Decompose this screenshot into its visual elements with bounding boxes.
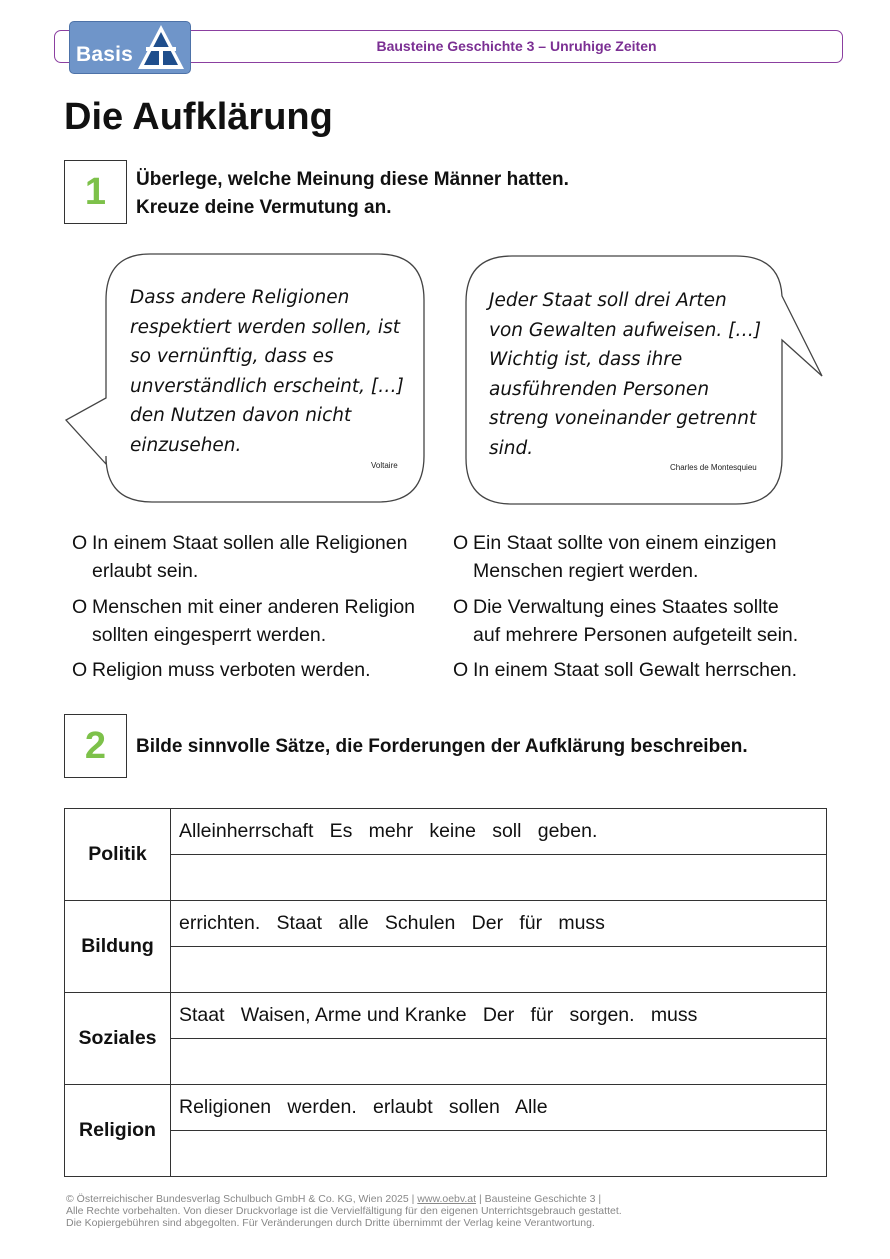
footer-line-1: [66, 1193, 622, 1205]
option-text: Ein Staat sollte von einem einzigen: [473, 532, 777, 554]
checkbox-circle[interactable]: O: [453, 659, 469, 681]
category-cell: Religion: [65, 1085, 171, 1177]
answer-cell[interactable]: [171, 1131, 827, 1177]
footer-series: | Bausteine Geschichte 3 |: [476, 1193, 602, 1205]
quote-line: sind.: [489, 437, 534, 459]
table-row: [65, 1131, 827, 1177]
option-text: Menschen regiert werden.: [473, 560, 699, 582]
checkbox-circle[interactable]: O: [453, 596, 469, 618]
quote-line: einzusehen.: [130, 434, 242, 456]
word-list-cell: Alleinherrschaft Es mehr keine soll geben.: [171, 809, 827, 855]
answer-cell[interactable]: [171, 1039, 827, 1085]
footer-link[interactable]: www.oebv.at: [417, 1193, 477, 1205]
table-row: [65, 901, 827, 947]
task1-instruction-line1: Überlege, welche Meinung diese Männer hatten.: [136, 169, 569, 190]
option-right-3[interactable]: [453, 656, 797, 684]
option-text: Religion muss verboten werden.: [92, 659, 371, 681]
option-left-3[interactable]: [72, 656, 371, 684]
option-text: Menschen mit einer anderen Religion: [92, 596, 416, 618]
quote-line: unverständlich erscheint, […]: [130, 375, 404, 397]
quote-author-voltaire: Voltaire: [371, 461, 398, 470]
quote-line: streng voneinander getrennt: [489, 408, 757, 429]
task-number-1: 1: [64, 160, 127, 224]
option-text: auf mehrere Personen aufgeteilt sein.: [473, 624, 799, 646]
task2-instruction: Bilde sinnvolle Sätze, die Forderungen der Aufklärung beschreiben.: [136, 736, 748, 757]
quote-montesquieu: [489, 286, 761, 463]
checkbox-circle[interactable]: O: [72, 596, 88, 618]
quote-author-montesquieu: Charles de Montesquieu: [670, 463, 757, 472]
quote-line: Wichtig ist, dass ihre: [489, 349, 683, 370]
table-row: [65, 855, 827, 901]
table-row: [65, 809, 827, 855]
word-list-cell: errichten. Staat alle Schulen Der für muss: [171, 901, 827, 947]
checkbox-circle[interactable]: O: [72, 532, 88, 554]
quote-line: den Nutzen davon nicht: [130, 405, 352, 426]
category-cell: Soziales: [65, 993, 171, 1085]
answer-cell[interactable]: [171, 855, 827, 901]
option-text: sollten eingesperrt werden.: [92, 624, 327, 646]
quote-voltaire: [130, 283, 404, 460]
option-text: In einem Staat soll Gewalt herrschen.: [473, 659, 798, 681]
table-row: [65, 993, 827, 1039]
quote-line: von Gewalten aufweisen. […]: [489, 319, 762, 341]
quote-line: so vernünftig, dass es: [130, 346, 334, 367]
category-cell: Politik: [65, 809, 171, 901]
quote-line: Dass andere Religionen: [130, 287, 350, 308]
word-list-cell: Staat Waisen, Arme und Kranke Der für sorgen. muss: [171, 993, 827, 1039]
option-left-2[interactable]: [72, 593, 415, 649]
table-row: [65, 1039, 827, 1085]
footer-copyright: © Österreichischer Bundesverlag Schulbuch GmbH & Co. KG, Wien 2025 |: [66, 1193, 418, 1205]
category-cell: Bildung: [65, 901, 171, 993]
table-row: [65, 1085, 827, 1131]
sentence-table: [64, 808, 827, 1177]
checkbox-circle[interactable]: O: [72, 659, 88, 681]
page-title: Die Aufklärung: [64, 96, 333, 138]
option-text: In einem Staat sollen alle Religionen: [92, 532, 408, 554]
option-text: Die Verwaltung eines Staates sollte: [473, 596, 779, 618]
checkbox-circle[interactable]: O: [453, 532, 469, 554]
option-text: erlaubt sein.: [92, 560, 199, 582]
quote-line: Jeder Staat soll drei Arten: [489, 290, 727, 311]
quote-line: ausführenden Personen: [489, 378, 710, 400]
option-right-2[interactable]: [453, 593, 798, 649]
option-right-1[interactable]: [453, 529, 777, 585]
word-list-cell: Religionen werden. erlaubt sollen Alle: [171, 1085, 827, 1131]
option-left-1[interactable]: [72, 529, 407, 585]
logo-text: Basis: [76, 43, 134, 66]
table-row: [65, 947, 827, 993]
answer-cell[interactable]: [171, 947, 827, 993]
footer-line-3: Die Kopiergebühren sind abgegolten. Für Veränderungen durch Dritte übernimmt der Verlag keine Verantwortung.: [66, 1217, 595, 1229]
series-title: Bausteine Geschichte 3 – Unruhige Zeiten: [376, 38, 657, 54]
footer: [66, 1193, 622, 1229]
quote-line: respektiert werden sollen, ist: [130, 316, 400, 338]
task1-instruction-line2: Kreuze deine Vermutung an.: [136, 197, 392, 218]
footer-line-2: Alle Rechte vorbehalten. Von dieser Druckvorlage ist die Vervielfältigung für den eigenen Unterrichtsgebrauch gestattet.: [66, 1205, 622, 1217]
task-number-2: 2: [64, 714, 127, 778]
